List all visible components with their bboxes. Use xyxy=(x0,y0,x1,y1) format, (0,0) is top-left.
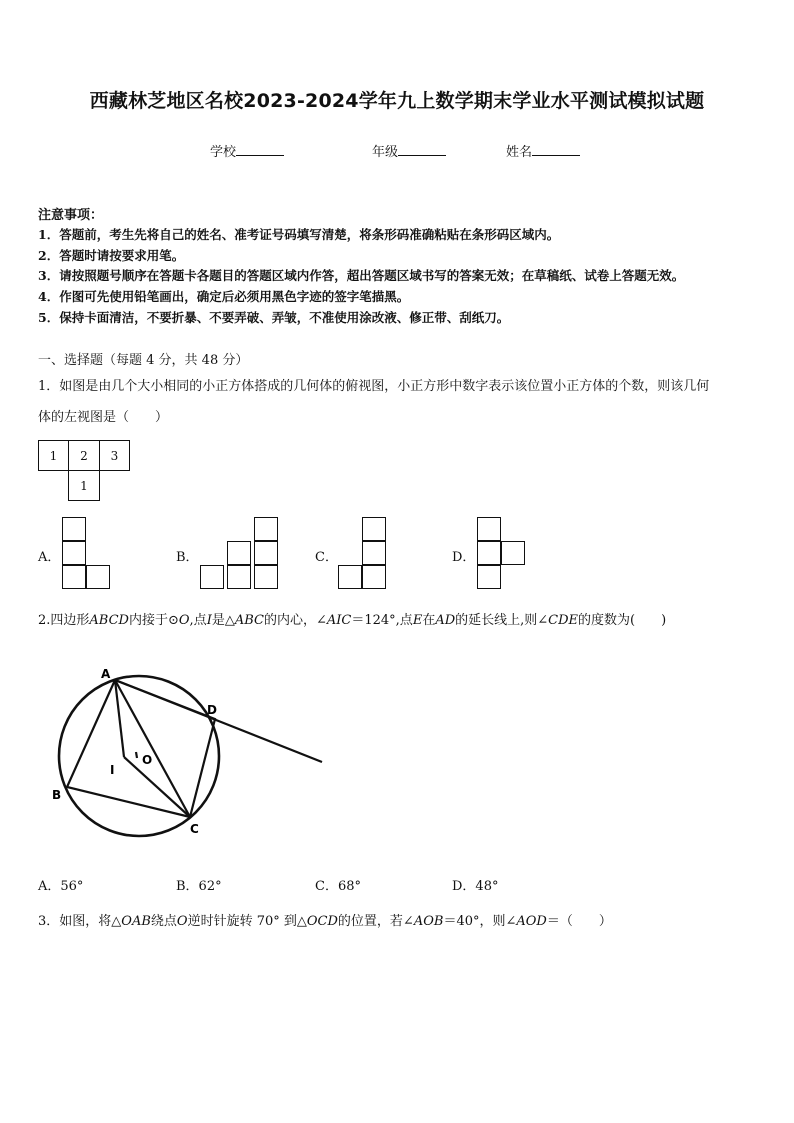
label-a: A xyxy=(101,667,111,681)
name-field xyxy=(506,141,580,160)
label-b: B xyxy=(52,788,62,802)
grid-cell: 3 xyxy=(99,440,130,471)
label-i: I xyxy=(110,763,115,777)
name-label: 姓名 xyxy=(506,145,533,160)
grade-label: 年级 xyxy=(372,145,399,160)
note-item: 2．答题时请按要求用笔。 xyxy=(38,248,185,263)
name-blank xyxy=(532,143,580,156)
note-item: 3．请按照题号顺序在答题卡各题目的答题区域内作答，超出答题区域书写的答案无效；在草稿纸、试卷上答题无效。 xyxy=(38,268,685,283)
label-c: C xyxy=(190,822,199,836)
center-mark xyxy=(136,752,137,758)
label-d: D xyxy=(207,703,217,717)
q1-option-b[interactable]: B． xyxy=(176,550,199,565)
q1-text-line1: 1．如图是由几个大小相同的小正方体搭成的几何体的俯视图，小正方形中数字表示该位置小正方体的个数，则该几何 xyxy=(38,379,710,394)
q2-option-c[interactable]: C．68° xyxy=(315,879,361,894)
q2-option-a[interactable]: A．56° xyxy=(38,879,84,894)
notes-title: 注意事项： xyxy=(38,208,104,223)
quadrilateral-abcd xyxy=(67,680,215,817)
q2-option-d[interactable]: D．48° xyxy=(452,879,499,894)
section-heading: 一、选择题（每题 4 分，共 48 分） xyxy=(38,353,249,368)
q1-option-a[interactable]: A． xyxy=(38,550,61,565)
note-item: 1．答题前，考生先将自己的姓名、准考证号码填写清楚，将条形码准确粘贴在条形码区域内。 xyxy=(38,227,560,242)
page-title: 西藏林芝地区名校2023-2024学年九上数学期末学业水平测试模拟试题 xyxy=(89,90,705,112)
school-field xyxy=(210,141,284,160)
q2-option-b[interactable]: B．62° xyxy=(176,879,222,894)
q2-circle-figure xyxy=(40,660,340,845)
note-item: 4．作图可先使用铅笔画出，确定后必须用黑色字迹的签字笔描黑。 xyxy=(38,289,410,304)
q1-option-c[interactable]: C． xyxy=(315,550,338,565)
segment-ac xyxy=(115,680,190,817)
note-item: 5．保持卡面清洁，不要折暴、不要弄破、弄皱，不准使用涂改液、修正带、刮纸刀。 xyxy=(38,310,510,325)
q3-text: 3．如图，将△OAB绕点O逆时针旋转 70° 到△OCD的位置，若∠AOB＝40°，则∠AOD＝（ ） xyxy=(38,914,612,929)
label-o: O xyxy=(142,753,153,767)
grid-cell: 1 xyxy=(38,440,69,471)
segment-ai xyxy=(115,680,124,757)
grade-blank xyxy=(398,143,446,156)
q1-option-d[interactable]: D． xyxy=(452,550,476,565)
q1-text-line2: 体的左视图是（ ） xyxy=(38,410,169,425)
circle-o xyxy=(59,676,219,836)
q2-text: 2.四边形ABCD内接于⊙O,点I是△ABC的内心，∠AIC＝124°,点E在AD的延长线上,则∠CDE的度数为( ) xyxy=(38,613,667,628)
grid-cell: 1 xyxy=(68,470,100,501)
grid-cell: 2 xyxy=(68,440,100,471)
school-label: 学校 xyxy=(210,145,237,160)
school-blank xyxy=(236,143,284,156)
grade-field xyxy=(372,141,446,160)
